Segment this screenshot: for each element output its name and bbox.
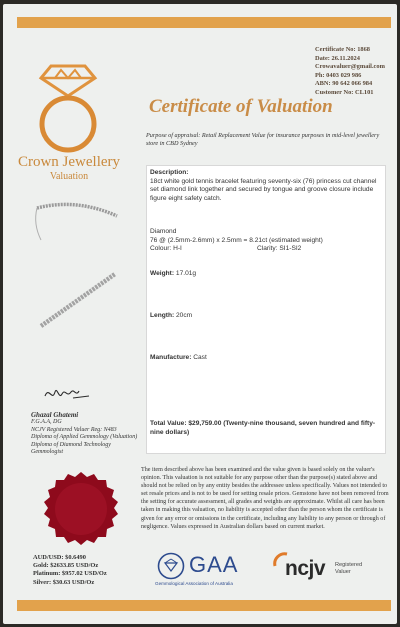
valuation-details-panel: [146, 165, 386, 454]
valuer-credentials: [31, 412, 141, 456]
red-wax-seal: [39, 470, 123, 554]
ncjv-subtitle: [335, 562, 362, 575]
certificate-email: Crowavaluer@gmail.com: [315, 63, 385, 71]
length-value: 20cm: [176, 312, 193, 319]
certificate-page: [3, 4, 397, 624]
brand-name: [13, 154, 125, 183]
manufacture-label: Manufacture:: [150, 354, 192, 361]
diamond-spec: 76 @ (2.5mm-2.6mm) x 2.5mm = 8.21ct (estimated weight): [150, 236, 323, 244]
valuer-name: Ghazal Ghatemi: [31, 411, 79, 419]
certificate-customer: Customer No: CL101: [315, 88, 374, 96]
valuer-line-5: Diploma of Diamond Technology: [31, 441, 111, 448]
weight-label: Weight:: [150, 270, 175, 277]
rate-aud-usd: AUD/USD: $0.6490: [33, 554, 86, 561]
certificate-meta: [315, 46, 385, 98]
gaa-emblem-icon: [157, 552, 185, 580]
ncjv-logo-text: ncjv: [285, 557, 326, 580]
certificate-phone: Ph: 0403 029 986: [315, 71, 362, 79]
market-rates: [33, 554, 107, 587]
disclaimer-text: The item described above has been examined and the value given is based solely on the valuer's opinion. This valuation is not suitable for any purpose other than the purpose(s) stated above and should not be relied on by any entity besides the addressee unless specifically. Values not intended to set resale prices and is not to be used for setting resale prices. Gemstone have not been removed from the setting for accurate assessment, all grades and weights are approximate. Whilst all care has been taken in making this valuation, no liability is accepted other than the person whom the certificate is given for any error or omissions in the certificate, including any liability to any person or through of negligence. Values expressed in Australian dollars based on current market.: [141, 467, 389, 530]
description-label: Description:: [150, 169, 189, 176]
rate-platinum: Platinum: $957.02 USD/Oz: [33, 570, 107, 578]
diamond-label: Diamond: [150, 228, 177, 235]
bracelet-photo-bottom: [33, 266, 123, 336]
length-label: Length:: [150, 312, 175, 319]
total-value-label: Total Value:: [150, 420, 187, 427]
rate-silver: Silver: $30.63 USD/Oz: [33, 578, 95, 586]
certificate-abn: ABN: 90 642 066 984: [315, 80, 373, 88]
brand-line-2: Valuation: [49, 171, 89, 182]
valuer-signature: [43, 382, 93, 404]
diamond-clarity: Clarity: SI1-SI2: [257, 245, 302, 253]
crown-ring-logo-icon: [37, 62, 99, 156]
total-value-amount: $29,759.00 (Twenty-nine thousand, seven hundred and fifty-nine dollars): [150, 420, 376, 436]
bottom-accent-bar: [17, 600, 391, 611]
diamond-colour: Colour: H-I: [150, 245, 182, 253]
gaa-subtitle: Gemmological Association of Australia: [155, 581, 233, 586]
valuer-line-3: NCJV Registered Valuer Reg: N483: [31, 426, 117, 433]
gaa-logo-text: GAA: [189, 552, 239, 577]
manufacture-value: Cast: [193, 354, 207, 361]
top-accent-bar: [17, 17, 391, 28]
certificate-number: Certificate No: 1868: [315, 46, 371, 53]
ncjv-sub-line-2: Valuer: [335, 568, 351, 575]
valuer-line-4: Diploma of Applied Gemmology (Valuation): [31, 434, 138, 441]
purpose-of-appraisal: Purpose of appraisal: Retail Replacement Value for insurance purposes in mid-level jewellery store in CBD Sydney: [146, 132, 380, 148]
bracelet-photo-top: [27, 194, 127, 254]
valuer-line-6: Gemmologist: [31, 449, 63, 456]
description-text: 18ct white gold tennis bracelet featuring seventy-six (76) princess cut channel set diamond link together and secured by tongue and groove closure include figure eight safety catch.: [150, 177, 377, 202]
weight-value: 17.01g: [175, 270, 197, 277]
valuer-line-2: F.G.A.A, DG: [31, 419, 62, 426]
page-title: Certificate of Valuation: [149, 96, 333, 117]
certificate-date: Date: 26.11.2024: [315, 54, 360, 62]
brand-line-1: Crown Jewellery: [17, 154, 121, 170]
rate-gold: Gold: $2633.85 USD/Oz: [33, 562, 99, 570]
ncjv-sub-line-1: Registered: [335, 562, 363, 568]
